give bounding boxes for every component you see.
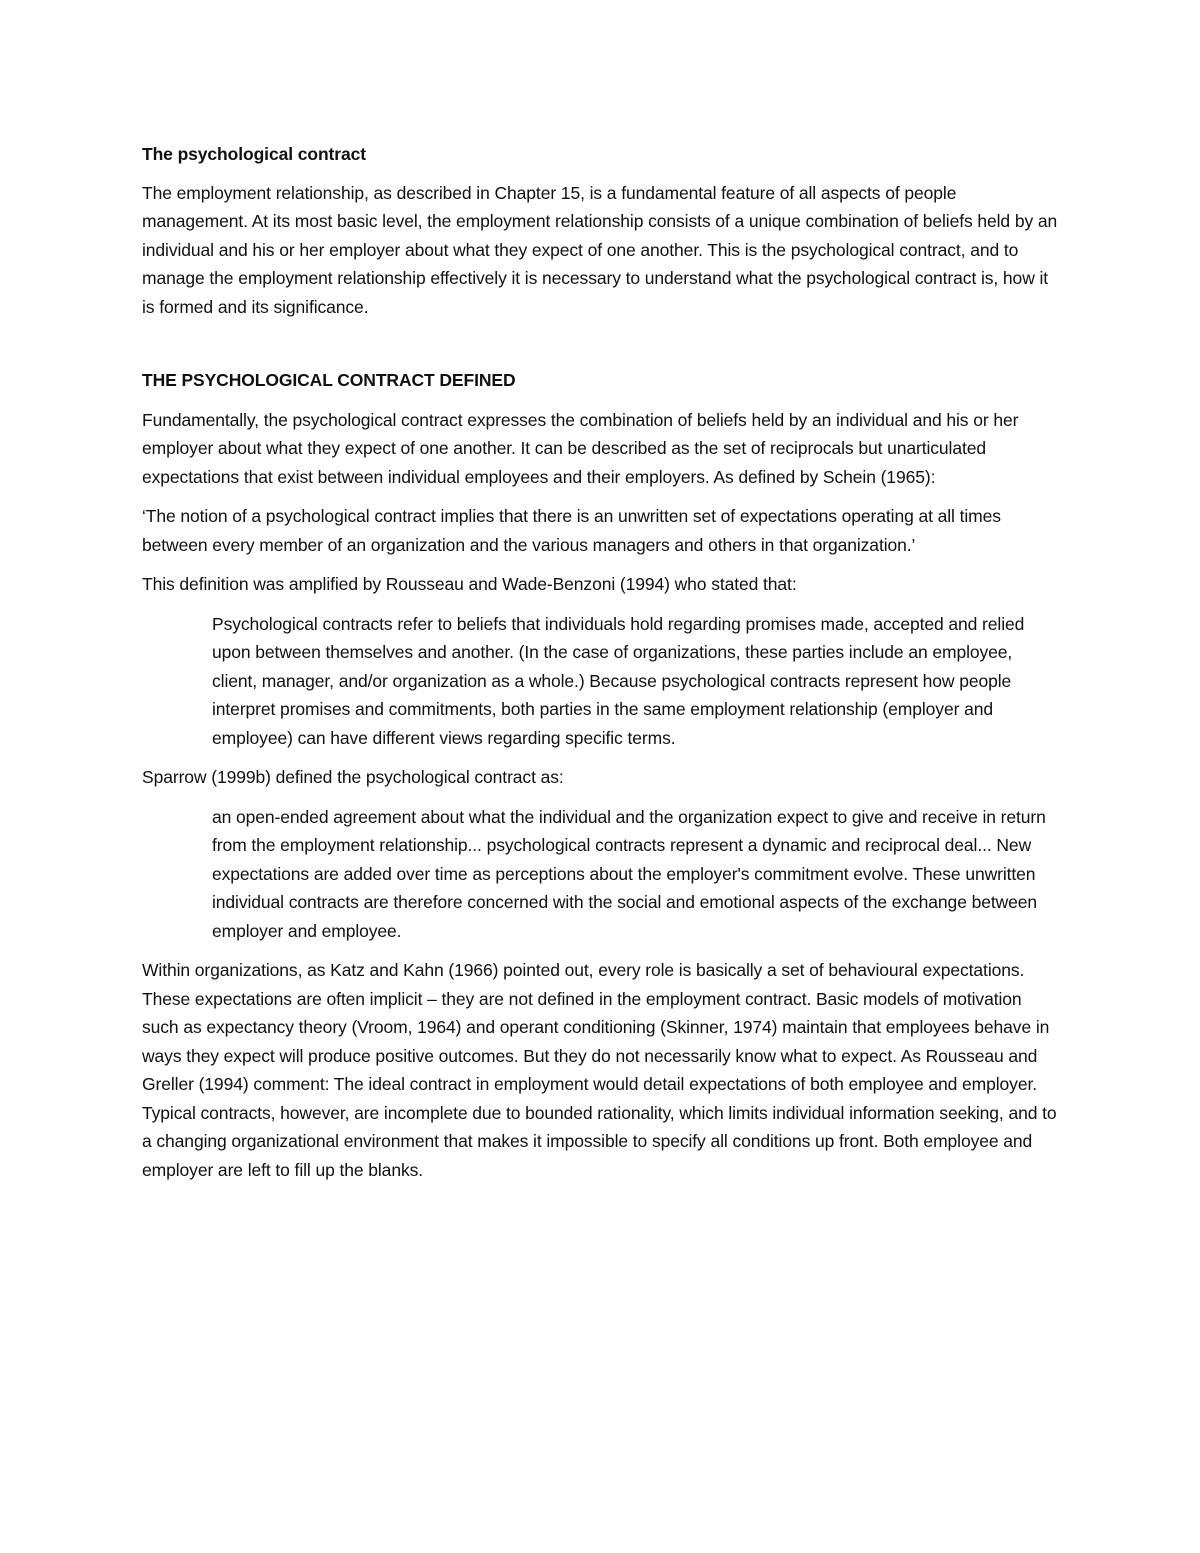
section-heading: THE PSYCHOLOGICAL CONTRACT DEFINED <box>142 370 516 390</box>
document-title: The psychological contract <box>142 144 366 164</box>
schein-quote: ‘The notion of a psychological contract implies that there is an unwritten set of expectations operating at all times between every member of an organization and the various managers and others in that organization.’ <box>142 506 1001 555</box>
intro-paragraph: The employment relationship, as described in Chapter 15, is a fundamental feature of all aspects of people management. At its most basic level, the employment relationship consists of a unique combination of beliefs held by an individual and his or her employer about what they expect of one another. This is the psychological contract, and to manage the employment relationship effectively it is necessary to understand what the psychological contract is, how it is formed and its significance. <box>142 182 1058 317</box>
document-body <box>142 140 1062 1195</box>
rousseau-blockquote: Psychological contracts refer to beliefs that individuals hold regarding promises made, accepted and relied upon between themselves and another. (In the case of organizations, these parties include an employee, client, manager, and/or organization as a whole.) Because psychological contracts represent how people interpret promises and commitments, both parties in the same employment relationship (employer and employee) can have different views regarding specific terms. <box>212 613 1025 748</box>
sparrow-paragraph: Sparrow (1999b) defined the psychological contract as: <box>142 767 564 787</box>
katz-kahn-paragraph: Within organizations, as Katz and Kahn (1966) pointed out, every role is basically a set of behavioural expectations. These expectations are often implicit – they are not defined in the employment contract. Basic models of motivation such as expectancy theory (Vroom, 1964) and operant conditioning (Skinner, 1974) maintain that employees behave in ways they expect will produce positive outcomes. But they do not necessarily know what to expect. As Rousseau and Greller (1994) comment: The ideal contract in employment would detail expectations of both employee and employer. Typical contracts, however, are incomplete due to bounded rationality, which limits individual information seeking, and to a changing organizational environment that makes it impossible to specify all conditions up front. Both employee and employer are left to fill up the blanks. <box>142 960 1057 1180</box>
definition-paragraph: Fundamentally, the psychological contract expresses the combination of beliefs held by an individual and his or her employer about what they expect of one another. It can be described as the set of reciprocals but unarticulated expectations that exist between individual employees and their employers. As defined by Schein (1965): <box>142 409 1019 487</box>
sparrow-blockquote: an open-ended agreement about what the individual and the organization expect to give and receive in return from the employment relationship... psychological contracts represent a dynamic and reciprocal deal... New expectations are added over time as perceptions about the employer's commitment evolve. These unwritten individual contracts are therefore concerned with the social and emotional aspects of the exchange between employer and employee. <box>212 806 1046 941</box>
amplification-paragraph: This definition was amplified by Rousseau and Wade-Benzoni (1994) who stated that: <box>142 574 797 594</box>
